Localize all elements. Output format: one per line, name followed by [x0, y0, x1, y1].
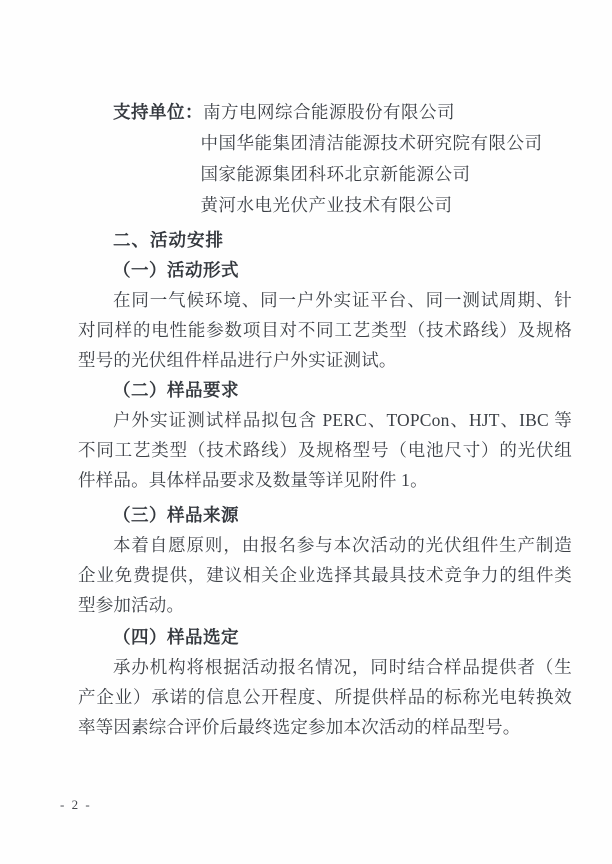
- subsection-sample-source: [78, 500, 572, 620]
- section-heading-activity-arrangement: 二、活动安排: [113, 230, 224, 250]
- support-company: 国家能源集团科环北京新能源公司: [200, 164, 471, 184]
- support-company: 南方电网综合能源股份有限公司: [203, 102, 455, 122]
- support-units-row: [78, 159, 572, 190]
- support-units-label: 支持单位：: [113, 102, 203, 122]
- page-number: - 2 -: [60, 797, 92, 812]
- support-units-row: [78, 97, 572, 128]
- support-company: 中国华能集团清洁能源技术研究院有限公司: [200, 133, 543, 153]
- support-units-block: [78, 97, 572, 221]
- subsection-body: 本着自愿原则，由报名参与本次活动的光伏组件生产制造企业免费提供，建议相关企业选择其最具技术竞争力的组件类型参加活动。: [78, 535, 572, 615]
- subsection-body: 承办机构将根据活动报名情况，同时结合样品提供者（生产企业）承诺的信息公开程度、所提供样品的标称光电转换效率等因素综合评价后最终选定参加本次活动的样品型号。: [78, 657, 572, 737]
- subsection-heading: （二）样品要求: [113, 380, 239, 400]
- subsection-sample-selection: [78, 622, 572, 742]
- subsection-heading: （三）样品来源: [113, 505, 239, 525]
- subsection-body: 户外实证测试样品拟包含 PERC、TOPCon、HJT、IBC 等不同工艺类型（技术路线）及规格型号（电池尺寸）的光伏组件样品。具体样品要求及数量等详见附件 1。: [78, 410, 572, 490]
- document-content: [78, 97, 572, 742]
- subsection-body: 在同一气候环境、同一户外实证平台、同一测试周期、针对同样的电性能参数项目对不同工艺类型（技术路线）及规格型号的光伏组件样品进行户外实证测试。: [78, 290, 572, 370]
- subsection-activity-format: [78, 255, 572, 375]
- support-units-row: [78, 190, 572, 221]
- support-company: 黄河水电光伏产业技术有限公司: [200, 195, 453, 215]
- subsection-heading: （四）样品选定: [113, 627, 239, 647]
- subsection-sample-requirements: [78, 375, 572, 495]
- support-units-row: [78, 128, 572, 159]
- subsection-heading: （一）活动形式: [113, 260, 239, 280]
